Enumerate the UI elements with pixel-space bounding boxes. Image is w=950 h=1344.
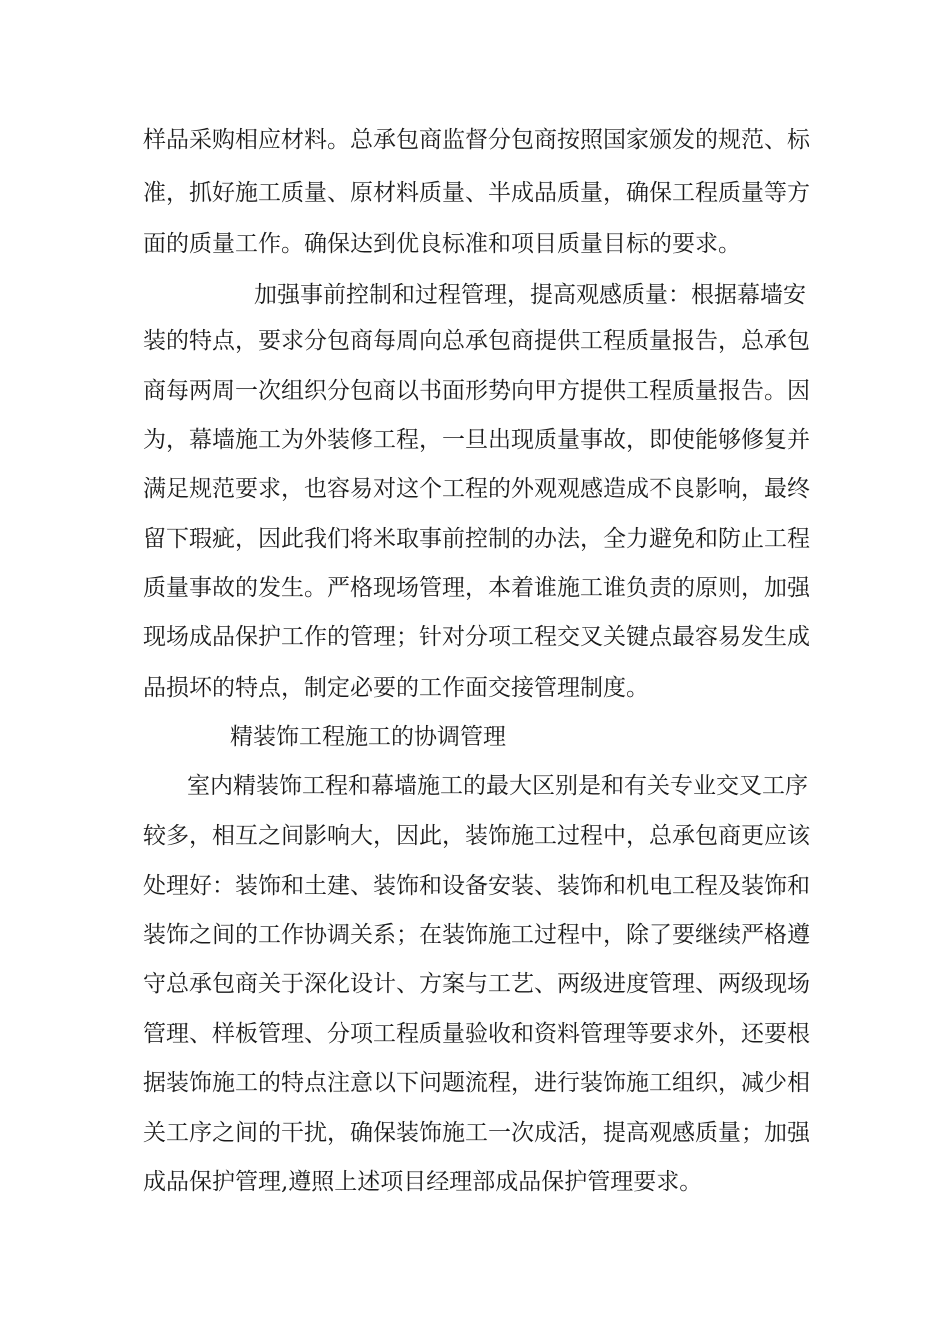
text-line: 质量事故的发生。严格现场管理，本着谁施工谁负责的原则，加强 bbox=[143, 575, 810, 601]
text-line: 准，抓好施工质量、原材料质量、半成品质量，确保工程质量等方 bbox=[143, 180, 810, 206]
text-line: 满足规范要求，也容易对这个工程的外观观感造成不良影响，最终 bbox=[143, 476, 810, 502]
text-line: 现场成品保护工作的管理；针对分项工程交叉关键点最容易发生成 bbox=[143, 624, 810, 650]
text-line: 样品采购相应材料。总承包商监督分包商按照国家颁发的规范、标 bbox=[143, 127, 810, 153]
text-line: 留下瑕疵，因此我们将米取事前控制的办法，全力避免和防止工程 bbox=[143, 526, 810, 552]
text-line: 装的特点，要求分包商每周向总承包商提供工程质量报告，总承包 bbox=[143, 328, 810, 354]
text-line: 成品保护管理,遵照上述项目经理部成品保护管理要求。 bbox=[143, 1169, 703, 1195]
text-line: 守总承包商关于深化设计、方案与工艺、两级进度管理、两级现场 bbox=[143, 971, 810, 997]
text-line: 管理、样板管理、分项工程质量验收和资料管理等要求外，还要根 bbox=[143, 1021, 810, 1047]
text-line: 较多，相互之间影响大，因此，装饰施工过程中，总承包商更应该 bbox=[143, 823, 810, 849]
text-line: 加强事前控制和过程管理，提高观感质量：根据幕墙安 bbox=[254, 282, 806, 308]
text-line: 装饰之间的工作协调关系；在装饰施工过程中，除了要继续严格遵 bbox=[143, 922, 810, 948]
text-line: 为，幕墙施工为外装修工程，一旦出现质量事故，即使能够修复并 bbox=[143, 427, 810, 453]
text-line: 处理好：装饰和土建、装饰和设备安装、装饰和机电工程及装饰和 bbox=[143, 873, 810, 899]
text-line: 室内精装饰工程和幕墙施工的最大区别是和有关专业交叉工序 bbox=[187, 773, 808, 799]
text-line: 据装饰施工的特点注意以下问题流程，进行装饰施工组织，减少相 bbox=[143, 1070, 810, 1096]
section-heading: 精装饰工程施工的协调管理 bbox=[230, 724, 506, 750]
text-line: 面的质量工作。确保达到优良标准和项目质量目标的要求。 bbox=[143, 231, 741, 257]
text-line: 关工序之间的干扰，确保装饰施工一次成活，提高观感质量；加强 bbox=[143, 1120, 810, 1146]
text-line: 商每两周一次组织分包商以书面形势向甲方提供工程质量报告。因 bbox=[143, 378, 810, 404]
text-line: 品损坏的特点，制定必要的工作面交接管理制度。 bbox=[143, 675, 649, 701]
